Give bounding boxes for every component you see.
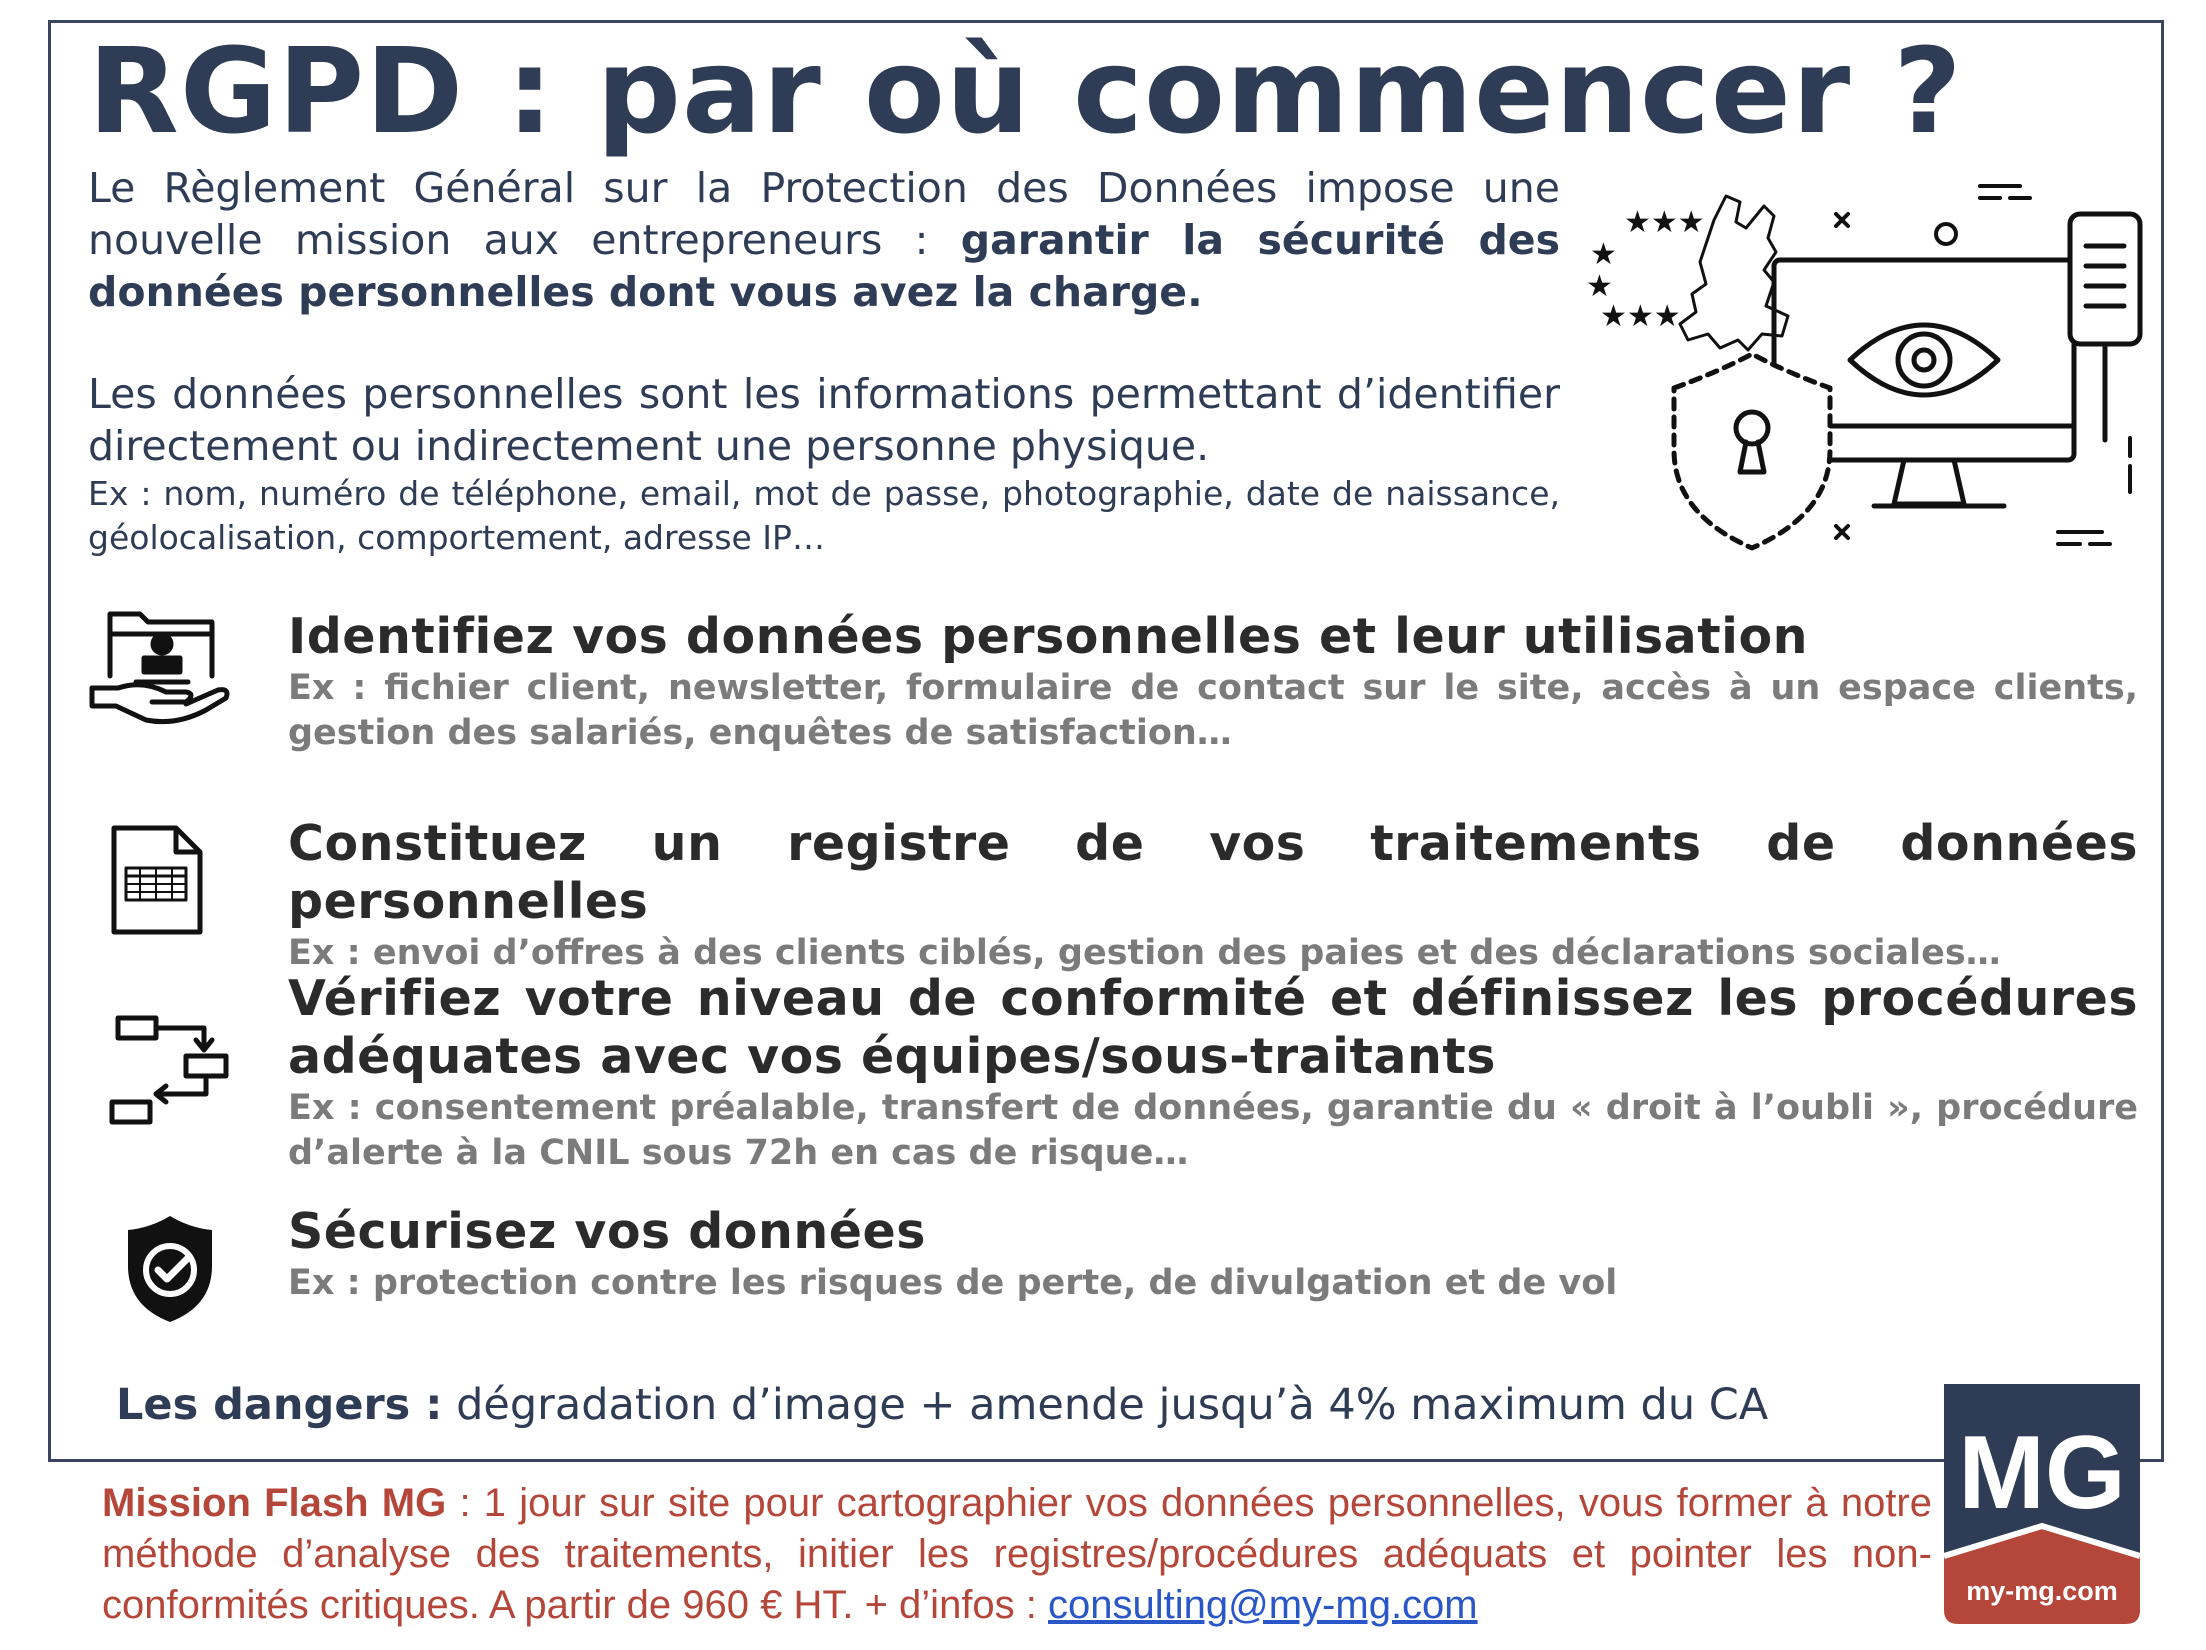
- svg-text:★: ★: [1590, 237, 1617, 272]
- svg-text:★★★: ★★★: [1600, 299, 1681, 334]
- shield-check-icon: [124, 1212, 216, 1324]
- step-register: [288, 815, 2138, 976]
- spreadsheet-document-icon: [110, 824, 204, 936]
- step-example: Ex : envoi d’offres à des clients ciblés, gestion des paies et des déclarations sociales…: [288, 933, 2001, 973]
- mg-logo: [1944, 1384, 2140, 1624]
- eu-stars-icon: [1586, 205, 1705, 334]
- mission-label: Mission Flash MG: [102, 1481, 447, 1525]
- smartphone-icon: [2070, 214, 2140, 440]
- step-title: Constituez un registre de vos traitements de données personnelles: [288, 815, 2138, 930]
- contact-email-link[interactable]: consulting@my-mg.com: [1048, 1583, 1478, 1627]
- intro-emphasis: garantir la sécurité des données personnelles dont vous avez la charge.: [88, 216, 1560, 316]
- page-title: RGPD : par où commencer ?: [88, 22, 1963, 160]
- definition-examples: Ex : nom, numéro de téléphone, email, mot de passe, photographie, date de naissance, géolocalisation, comportement, adresse IP…: [88, 474, 1560, 557]
- dangers-note: [116, 1380, 1768, 1430]
- step-identify: [288, 608, 2138, 756]
- dangers-text: dégradation d’image + amende jusqu’à 4% maximum du CA: [442, 1380, 1769, 1430]
- step-example: Ex : consentement préalable, transfert de données, garantie du « droit à l’oubli », procédure d’alerte à la CNIL sous 72h en cas de risque…: [288, 1088, 2138, 1173]
- data-protection-illustration: [1586, 170, 2162, 570]
- step-compliance: [288, 970, 2138, 1176]
- svg-text:★★★: ★★★: [1624, 205, 1705, 240]
- step-title: Vérifiez votre niveau de conformité et définissez les procédures adéquates avec vos équipes/sous-traitants: [288, 970, 2138, 1085]
- hand-holding-profile-icon: [88, 604, 230, 724]
- intro-paragraph: [88, 162, 1560, 318]
- svg-text:★: ★: [1586, 269, 1613, 304]
- dangers-label: Les dangers :: [116, 1380, 443, 1430]
- step-example: Ex : protection contre les risques de perte, de divulgation et de vol: [288, 1263, 1618, 1303]
- intro-text: Le Règlement Général sur la Protection des Données impose une nouvelle mission aux entrepreneurs :: [88, 164, 1560, 264]
- logo-url: my-mg.com: [1966, 1576, 2118, 1606]
- padlock-shield-icon: [1674, 354, 1830, 548]
- definition-paragraph: Les données personnelles sont les informations permettant d’identifier directement ou indirectement une personne physique.: [88, 370, 1560, 470]
- step-secure: [288, 1203, 2138, 1306]
- mission-text: : 1 jour sur site pour cartographier vos données personnelles, vous former à notre méthode d’analyse des traitements, initier les registres/procédures adéquats et pointer les non-conformités critiques. A partir de 960 € HT. + d’infos :: [102, 1481, 1932, 1627]
- mission-flash-offer: [102, 1478, 1932, 1631]
- step-example: Ex : fichier client, newsletter, formulaire de contact sur le site, accès à un espace clients, gestion des salariés, enquêtes de satisfaction…: [288, 668, 2138, 753]
- logo-letters: MG: [1958, 1415, 2126, 1531]
- step-title: Sécurisez vos données: [288, 1203, 926, 1260]
- process-flow-icon: [108, 1006, 228, 1126]
- eye-icon: [1850, 325, 1998, 395]
- step-title: Identifiez vos données personnelles et leur utilisation: [288, 608, 1808, 665]
